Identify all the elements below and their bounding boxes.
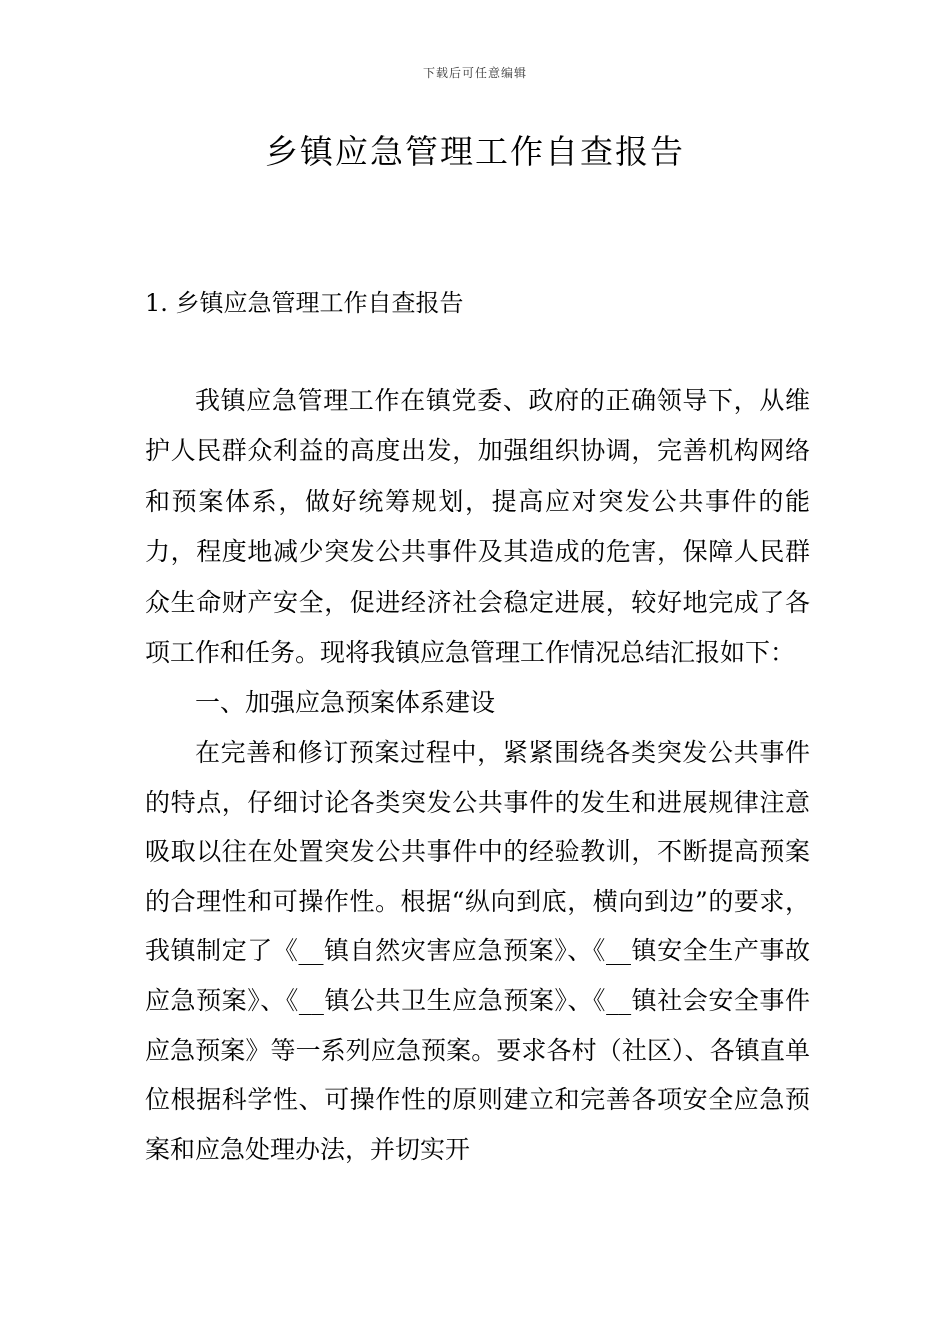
section-title: 1. 乡镇应急管理工作自查报告 <box>145 289 464 317</box>
header-note: 下载后可任意编辑 <box>422 66 527 80</box>
paragraph-plan-system: 在完善和修订预案过程中，紧紧围绕各类突发公共事件的特点，仔细讨论各类突发公共事件的发生和进展规律注意吸取以往在处置突发公共事件中的经验教训，不断提高预案的合理性和可操作性。根据“纵向到底，横向到边”的要求，我镇制定了《__镇自然灾害应急预案》、《__镇安全生产事故应急预案》、《__镇公共卫生应急预案》、《__镇社会安全事件应急预案》等一系列应急预案。要求各村（社区）、各镇直单位根据科学性、可操作性的原则建立和完善各项安全应急预案和应急处理办法，并切实开 <box>145 738 810 1164</box>
document-body <box>145 376 810 1174</box>
paragraph-intro: 我镇应急管理工作在镇党委、政府的正确领导下，从维护人民群众利益的高度出发，加强组织协调，完善机构网络和预案体系，做好统筹规划，提高应对突发公共事件的能力，程度地减少突发公共事件及其造成的危害，保障人民群众生命财产安全，促进经济社会稳定进展，较好地完成了各项工作和任务。现将我镇应急管理工作情况总结汇报如下： <box>145 386 810 668</box>
paragraph-heading-one: 一、加强应急预案体系建设 <box>195 688 496 718</box>
document-title: 乡镇应急管理工作自查报告 <box>265 132 685 171</box>
